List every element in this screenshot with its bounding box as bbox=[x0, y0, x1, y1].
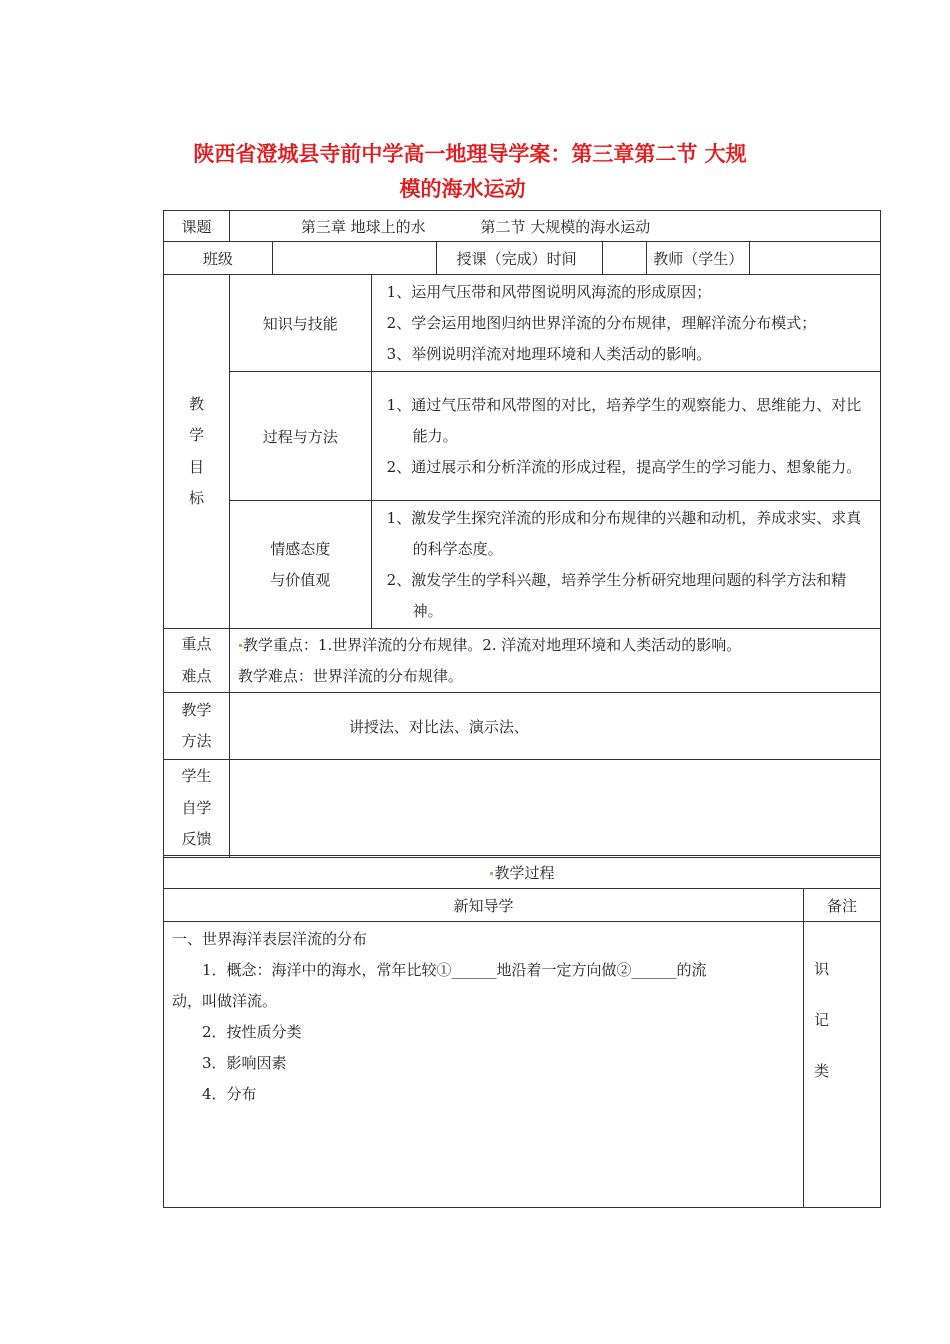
key-points-label: 重点 难点 bbox=[164, 629, 230, 693]
feedback-label: 学生 自学 反馈 bbox=[164, 760, 230, 858]
feedback-value[interactable] bbox=[229, 760, 880, 858]
class-label: 班级 bbox=[164, 242, 273, 275]
feedback-row bbox=[164, 760, 881, 858]
item-classification: 2．按性质分类 bbox=[202, 1023, 302, 1041]
section-title: 一、世界海洋表层洋流的分布 bbox=[172, 930, 368, 948]
teacher-value[interactable] bbox=[750, 242, 881, 275]
key-points-row bbox=[164, 629, 881, 693]
key-points-content: 教学重点：1.世界洋流的分布规律。2. 洋流对地理环境和人类活动的影响。 教学难点：世界洋流的分布规律。 bbox=[229, 629, 880, 693]
time-label: 授课（完成）时间 bbox=[436, 242, 603, 275]
column-header-row bbox=[164, 889, 881, 922]
topic-row bbox=[164, 211, 881, 242]
process-row bbox=[164, 372, 881, 501]
process-content-row bbox=[164, 922, 881, 1208]
time-value[interactable] bbox=[603, 242, 647, 275]
topic-chapter: 第三章 地球上的水 bbox=[300, 217, 426, 236]
document-title-line2: 模的海水运动 bbox=[399, 177, 526, 201]
emotion-items: 1、激发学生探究洋流的形成和分布规律的兴趣和动机，养成求实、求真的科学态度。 2、激发学生的学科兴趣，培养学生分析研究地理问题的科学方法和精神。 bbox=[371, 501, 880, 629]
column-main-header: 新知导学 bbox=[164, 889, 804, 922]
teacher-label: 教师（学生） bbox=[647, 242, 750, 275]
topic-label: 课题 bbox=[164, 211, 230, 242]
objectives-label: 教 学 目 标 bbox=[164, 275, 230, 629]
topic-section: 第二节 大规模的海水运动 bbox=[480, 217, 651, 236]
mark-dot bbox=[239, 644, 242, 647]
process-content: 一、世界海洋表层洋流的分布 1．概念：海洋中的海水，常年比较①______地沿着一定方向做②______的流 动，叫做洋流。 2．按性质分类 3．影响因素 4．分布 bbox=[164, 922, 804, 1208]
emotion-row bbox=[164, 501, 881, 629]
knowledge-items: 1、运用气压带和风带图说明风海流的形成原因； 2、学会运用地图归纳世界洋流的分布规律，理解洋流分布模式； 3、举例说明洋流对地理环境和人类活动的影响。 bbox=[371, 275, 880, 372]
method-label: 教学 方法 bbox=[164, 693, 230, 760]
method-value: 讲授法、对比法、演示法、 bbox=[229, 693, 880, 760]
class-row bbox=[164, 242, 881, 275]
method-row bbox=[164, 693, 881, 760]
item-concept: 1．概念：海洋中的海水，常年比较①______地沿着一定方向做②______的流 bbox=[202, 961, 707, 979]
teaching-process-table bbox=[163, 855, 881, 1208]
process-heading-row bbox=[164, 856, 881, 889]
emotion-label: 情感态度 与价值观 bbox=[229, 501, 371, 629]
process-heading: 教学过程 bbox=[164, 856, 881, 889]
process-label: 过程与方法 bbox=[229, 372, 371, 501]
item-factors: 3．影响因素 bbox=[202, 1054, 287, 1072]
class-value[interactable] bbox=[272, 242, 436, 275]
knowledge-label: 知识与技能 bbox=[229, 275, 371, 372]
lesson-info-table bbox=[163, 210, 881, 858]
item-distribution: 4．分布 bbox=[202, 1085, 257, 1103]
document-title-line1: 陕西省澄城县寺前中学高一地理导学案：第三章第二节 大规 bbox=[193, 142, 747, 166]
knowledge-row bbox=[164, 275, 881, 372]
notes-column: 识 记 类 bbox=[804, 922, 881, 1208]
process-items: 1、通过气压带和风带图的对比，培养学生的观察能力、思维能力、对比能力。 2、通过展示和分析洋流的形成过程，提高学生的学习能力、想象能力。 bbox=[371, 372, 880, 501]
column-notes-header: 备注 bbox=[804, 889, 881, 922]
